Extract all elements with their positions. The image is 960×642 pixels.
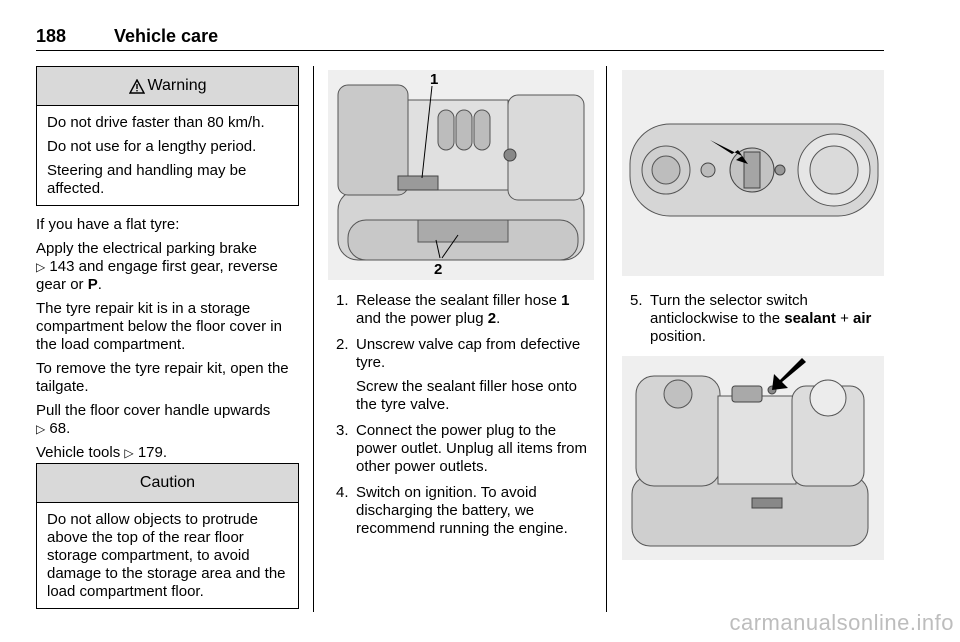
caution-header (37, 464, 298, 503)
step-4: 4. Switch on ignition. To avoid discharging the battery, we recommend running the engine. (336, 484, 568, 537)
step-1: 1. Release the sealant filler hose 1 and the power plug 2. (336, 292, 570, 327)
parking-brake-paragraph: Apply the electrical parking brake ▷ 143 and engage first gear, reverse gear or P. (36, 240, 278, 293)
warning-line-1: Do not drive faster than 80 km/h. (47, 114, 265, 131)
page-ref-179[interactable]: 179. (137, 444, 168, 461)
column-2-steps (336, 292, 594, 546)
reference-arrow-icon: ▷ (36, 260, 46, 274)
remove-kit-paragraph: To remove the tyre repair kit, open the tailgate. (36, 360, 289, 395)
step-2-sub: Screw the sealant filler hose onto the tyre valve. (356, 378, 577, 413)
kit-location-paragraph: The tyre repair kit is in a storage compartment below the floor cover in the load compartment. (36, 300, 282, 353)
reference-arrow-icon: ▷ (36, 422, 46, 436)
column-divider-left (313, 66, 314, 612)
section-title: Vehicle care (114, 26, 219, 46)
page-ref-143[interactable]: 143 (49, 258, 75, 275)
reference-arrow-icon: ▷ (124, 446, 134, 460)
column-3-steps (630, 292, 884, 354)
warning-box (36, 66, 299, 206)
caution-box (36, 463, 299, 609)
column-1-text (36, 216, 302, 468)
caution-title: Caution (139, 474, 196, 491)
compressor-selector-figure (622, 356, 884, 560)
vehicle-tools-paragraph: Vehicle tools ▷ 179. (36, 444, 168, 461)
page-ref-68[interactable]: 68. (49, 420, 71, 437)
flat-tyre-intro: If you have a flat tyre: (36, 216, 180, 233)
step-3: 3. Connect the power plug to the power outlet. Unplug all items from other power outlets. (336, 422, 587, 475)
compressor-figure (328, 70, 594, 280)
floor-cover-paragraph: Pull the floor cover handle upwards ▷ 68. (36, 402, 271, 437)
callout-2: 2 (434, 261, 443, 278)
warning-line-2: Do not use for a lengthy period. (47, 138, 257, 155)
warning-triangle-icon (129, 79, 145, 94)
watermark: carmanualsonline.info (729, 610, 954, 635)
warning-body (37, 106, 298, 198)
column-divider-right (606, 66, 607, 612)
step-2: 2. Unscrew valve cap from defective tyre. Screw the sealant filler hose onto the tyre valve. (336, 336, 594, 414)
step-5: 5. Turn the selector switch anticlockwise to the sealant + air position. (630, 292, 872, 345)
page-header (36, 26, 884, 51)
selector-switch-figure (622, 70, 884, 276)
warning-header (37, 67, 298, 106)
caution-text: Do not allow objects to protrude above the top of the rear floor storage compartment, to avoid damage to the storage area and the load compartment floor. (47, 511, 286, 600)
caution-body (37, 503, 298, 601)
gear-p: P (87, 276, 98, 293)
page-number: 188 (36, 26, 67, 46)
warning-line-3: Steering and handling may be affected. (47, 162, 247, 197)
callout-1: 1 (430, 71, 439, 88)
warning-title: Warning (147, 77, 207, 94)
